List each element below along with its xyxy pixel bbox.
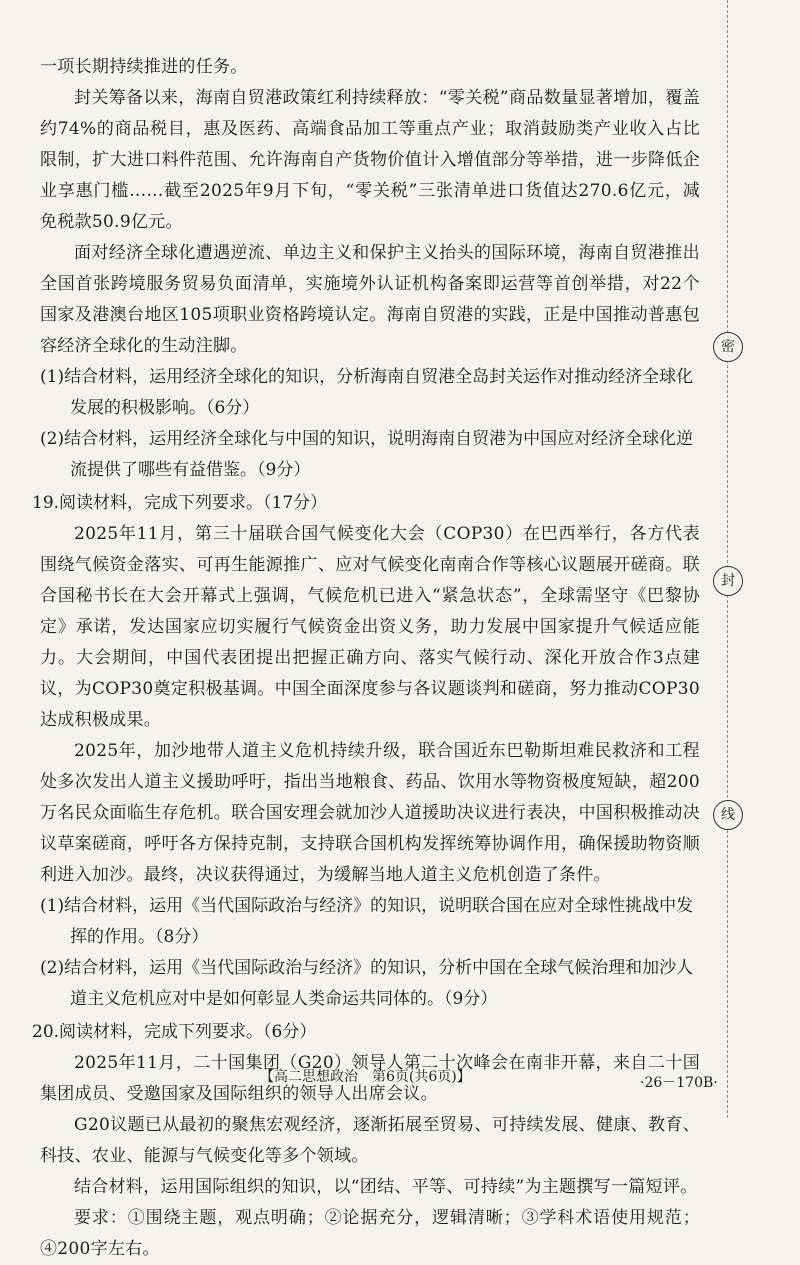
q20-material-1: 2025年11月，二十国集团（G20）领导人第二十次峰会在南非开幕，来自二十国集团成员、受邀国家及国际组织的领导人出席会议。 [40, 1053, 700, 1104]
binding-seal-xian: 线 [713, 800, 743, 830]
q20-title: 20.阅读材料，完成下列要求。（6分） [32, 1022, 317, 1042]
q19-title: 19.阅读材料，完成下列要求。（17分） [32, 493, 328, 513]
q18-sub-question-2: (2)结合材料，运用经济全球化与中国的知识，说明海南自贸港为中国应对经济全球化逆流提供了哪些有益借鉴。（9分） [40, 429, 694, 480]
q18-sub-question-1: (1)结合材料，运用经济全球化的知识，分析海南自贸港全岛封关运作对推动经济全球化发展的积极影响。（6分） [40, 367, 694, 418]
binding-dashed-line [727, 0, 729, 1118]
footer-page-label: 【高二思想政治 第6页(共6页)】 [260, 1069, 471, 1085]
binding-seal-feng: 封 [713, 566, 743, 596]
q19-sub-question-2: (2)结合材料，运用《当代国际政治与经济》的知识，分析中国在全球气候治理和加沙人道主义危机应对中是如何彰显人类命运共同体的。（9分） [40, 958, 694, 1009]
q19-sub-question-1: (1)结合材料，运用《当代国际政治与经济》的知识，说明联合国在应对全球性挑战中发挥的作用。（8分） [40, 896, 694, 947]
intro-tail: 一项长期持续推进的任务。 [40, 57, 248, 77]
q20-requirements: 要求：①围绕主题，观点明确；②论据充分，逻辑清晰；③学科术语使用规范；④200字左右。 [40, 1208, 700, 1259]
q19-material-1: 2025年11月，第三十届联合国气候变化大会（COP30）在巴西举行，各方代表围绕气候资金落实、可再生能源推广、应对气候变化南南合作等核心议题展开磋商。联合国秘书长在大会开幕式上强调，气候危机已进入“紧急状态”，全球需坚守《巴黎协定》承诺，发达国家应切实履行气候资金出资义务，助力发展中国家提升气候适应能力。大会期间，中国代表团提出把握正确方向、落实气候行动、深化开放合作3点建议，为COP30奠定积极基调。中国全面深度参与各议题谈判和磋商，努力推动COP30达成积极成果。 [40, 524, 700, 730]
footer-exam-code: ·26－170B· [640, 1075, 718, 1091]
binding-seal-mi: 密 [713, 332, 743, 362]
q20-material-2: G20议题已从最初的聚焦宏观经济，逐渐拓展至贸易、可持续发展、健康、教育、科技、农业、能源与气候变化等多个领域。 [40, 1115, 700, 1166]
q18-material-1: 封关筹备以来，海南自贸港政策红利持续释放：“零关税”商品数量显著增加，覆盖约74%的商品税目，惠及医药、高端食品加工等重点产业；取消鼓励类产业收入占比限制，扩大进口料件范围、允许海南自产货物价值计入增值部分等举措，进一步降低企业享惠门槛……截至2025年9月下旬，“零关税”三张清单进口货值达270.6亿元，减免税款50.9亿元。 [40, 88, 700, 232]
q20-task: 结合材料，运用国际组织的知识，以“团结、平等、可持续”为主题撰写一篇短评。 [74, 1177, 698, 1197]
q19-material-2: 2025年，加沙地带人道主义危机持续升级，联合国近东巴勒斯坦难民救济和工程处多次发出人道主义援助呼吁，指出当地粮食、药品、饮用水等物资极度短缺，超200万名民众面临生存危机。联合国安理会就加沙人道援助决议进行表决，中国积极推动决议草案磋商，呼吁各方保持克制，支持联合国机构发挥统筹协调作用，确保援助物资顺利进入加沙。最终，决议获得通过，为缓解当地人道主义危机创造了条件。 [40, 741, 700, 885]
q18-material-2: 面对经济全球化遭遇逆流、单边主义和保护主义抬头的国际环境，海南自贸港推出全国首张跨境服务贸易负面清单，实施境外认证机构备案即运营等首创举措，对22个国家及港澳台地区105项职业资格跨境认定。海南自贸港的实践，正是中国推动普惠包容经济全球化的生动注脚。 [40, 243, 700, 356]
